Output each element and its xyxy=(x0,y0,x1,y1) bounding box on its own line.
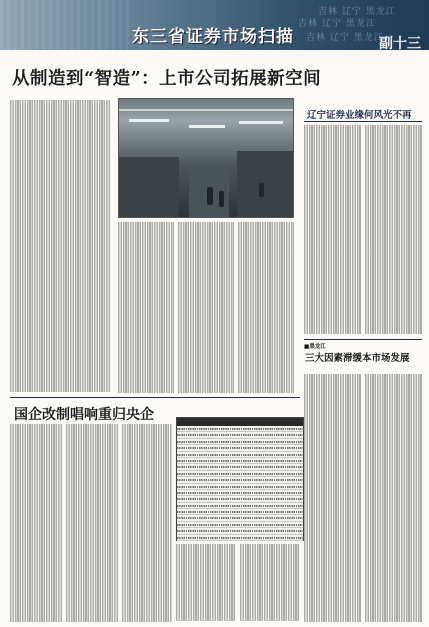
divider xyxy=(10,397,300,398)
section-banner xyxy=(0,0,429,50)
article-column xyxy=(365,374,422,622)
banner-ghost-text: 吉林 辽宁 黑龙江 xyxy=(306,33,384,43)
banner-decoration xyxy=(0,0,130,50)
article-column xyxy=(10,100,110,392)
article-column xyxy=(10,424,62,622)
divider xyxy=(304,339,422,340)
region-label: ■黑龙江 xyxy=(304,344,326,350)
article-column xyxy=(178,222,234,394)
article-column xyxy=(240,544,300,622)
page-mark: 副十三 xyxy=(379,36,421,50)
bottom-headline: 国企改制唱响重归央企 xyxy=(14,407,154,423)
banner-ghost-text: 吉林 辽宁 黑龙江 xyxy=(318,7,396,17)
banner-ghost-text: 吉林 辽宁 黑龙江 xyxy=(298,19,376,29)
table-row xyxy=(177,535,303,541)
article-column xyxy=(304,125,361,337)
factory-photo xyxy=(118,98,294,218)
article-column xyxy=(122,424,172,622)
table-header-bar xyxy=(177,418,303,426)
main-headline: 从制造到“智造”：上市公司拓展新空间 xyxy=(12,69,322,89)
divider xyxy=(304,121,422,122)
right-lower-title: 三大因素滞缓本市场发展 xyxy=(305,353,410,364)
banner-title: 东三省证券市场扫描 xyxy=(132,27,294,47)
article-column xyxy=(304,374,361,622)
article-column xyxy=(238,222,294,394)
article-column xyxy=(176,544,236,622)
data-table xyxy=(176,417,304,541)
article-column xyxy=(365,125,422,337)
article-column xyxy=(118,222,174,394)
right-section-title: 辽宁证券业缘何风光不再 xyxy=(307,110,412,121)
article-column xyxy=(66,424,118,622)
